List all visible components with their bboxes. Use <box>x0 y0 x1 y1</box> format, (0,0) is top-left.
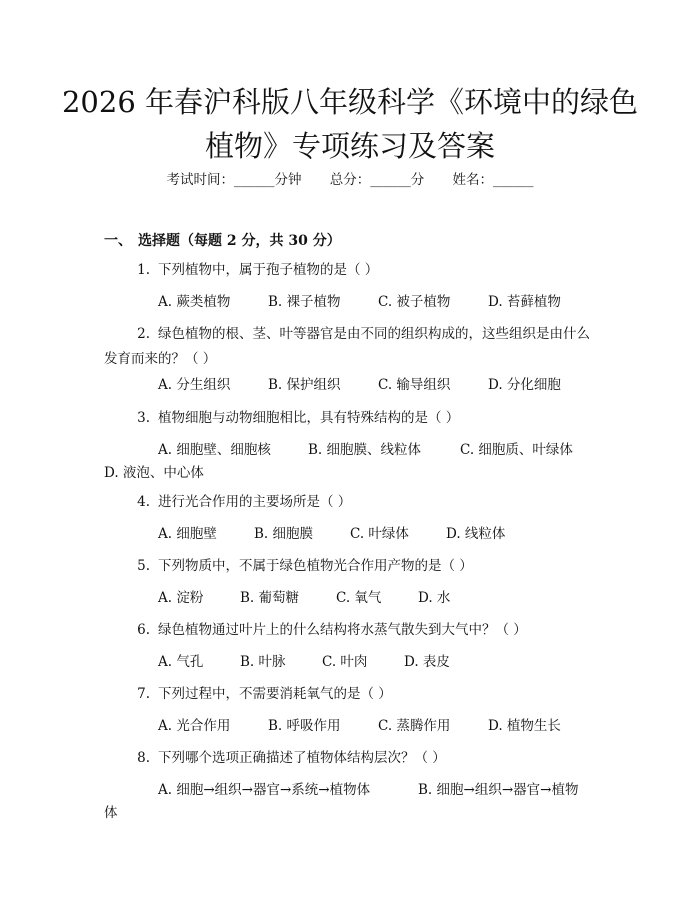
question-3-option-d: D. 液泡、中心体 <box>104 465 204 481</box>
option-c: C. 被子植物 <box>378 294 451 310</box>
question-6 <box>104 616 604 644</box>
question-number: 1. <box>137 262 150 278</box>
question-8-option-b-continued: 体 <box>104 805 118 821</box>
option-d: D. 植物生长 <box>488 718 561 734</box>
question-1-options <box>158 288 618 316</box>
option-a: A. 分生组织 <box>158 377 231 393</box>
option-d: D. 分化细胞 <box>488 377 561 393</box>
option-a: A. 蕨类植物 <box>158 294 231 310</box>
option-a: A. 光合作用 <box>158 718 231 734</box>
question-1 <box>104 256 604 284</box>
total-score-field: 总分：______分 <box>329 172 425 188</box>
option-b: B. 裸子植物 <box>268 294 341 310</box>
section-number: 一、 <box>104 233 132 249</box>
question-2-continued: 发育而来的？（ ） <box>104 351 217 367</box>
question-4 <box>104 488 604 516</box>
question-number: 8. <box>137 750 150 766</box>
question-6-options <box>158 648 618 676</box>
title-line-2: 植物》专项练习及答案 <box>204 129 495 163</box>
question-7 <box>104 680 604 708</box>
question-8 <box>104 744 604 772</box>
option-c: C. 蒸腾作用 <box>378 718 451 734</box>
option-b: B. 细胞膜、线粒体 <box>308 442 422 458</box>
page-title <box>40 80 660 168</box>
option-b: B. 葡萄糖 <box>240 590 300 606</box>
option-c: C. 叶绿体 <box>350 526 409 542</box>
section-label: 选择题（每题 2 分，共 30 分） <box>138 233 341 249</box>
option-c: C. 输导组织 <box>378 377 451 393</box>
question-3 <box>104 404 604 432</box>
question-number: 6. <box>137 622 150 638</box>
question-number: 2. <box>137 326 150 342</box>
option-b: B. 保护组织 <box>268 377 341 393</box>
option-d: D. 线粒体 <box>446 526 506 542</box>
question-text: 植物细胞与动物细胞相比，具有特殊结构的是（ ） <box>158 410 460 426</box>
question-8-options <box>158 776 618 804</box>
option-a: A. 细胞壁 <box>158 526 217 542</box>
question-number: 4. <box>137 494 150 510</box>
student-name-field: 姓名：______ <box>452 172 534 188</box>
question-text: 进行光合作用的主要场所是（ ） <box>158 494 352 510</box>
option-d: D. 表皮 <box>404 654 450 670</box>
question-5 <box>104 552 604 580</box>
option-b: B. 叶脉 <box>240 654 286 670</box>
question-2-options <box>158 371 618 399</box>
question-4-options <box>158 520 618 548</box>
option-b: B. 细胞膜 <box>254 526 314 542</box>
option-b: B. 呼吸作用 <box>268 718 341 734</box>
option-a: A. 细胞壁、细胞核 <box>158 442 271 458</box>
question-2 <box>104 320 604 348</box>
option-c: C. 氧气 <box>336 590 382 606</box>
question-text: 绿色植物的根、茎、叶等器官是由不同的组织构成的，这些组织是由什么 <box>158 326 590 342</box>
question-text: 下列物质中，不属于绿色植物光合作用产物的是（ ） <box>158 558 473 574</box>
question-7-options <box>158 712 618 740</box>
option-c: C. 叶肉 <box>322 654 368 670</box>
question-text: 绿色植物通过叶片上的什么结构将水蒸气散失到大气中？（ ） <box>158 622 527 638</box>
exam-meta <box>0 168 700 188</box>
question-number: 7. <box>137 686 150 702</box>
question-text: 下列过程中，不需要消耗氧气的是（ ） <box>158 686 392 702</box>
title-line-1: 2026 年春沪科版八年级科学《环境中的绿色 <box>61 85 639 119</box>
section-heading <box>104 230 341 250</box>
question-text: 下列植物中，属于孢子植物的是（ ） <box>158 262 379 278</box>
question-3-options <box>158 436 618 464</box>
question-number: 3. <box>137 410 150 426</box>
option-a: A. 淀粉 <box>158 590 204 606</box>
option-a: A. 细胞→组织→器官→系统→植物体 <box>158 782 371 798</box>
option-c: C. 细胞质、叶绿体 <box>460 442 573 458</box>
option-b: B. 细胞→组织→器官→植物 <box>418 782 579 798</box>
question-number: 5. <box>137 558 150 574</box>
question-5-options <box>158 584 618 612</box>
question-text: 下列哪个选项正确描述了植物体结构层次？（ ） <box>158 750 446 766</box>
option-d: D. 苔藓植物 <box>488 294 561 310</box>
option-d: D. 水 <box>418 590 451 606</box>
exam-time-field: 考试时间：______分钟 <box>166 172 302 188</box>
option-a: A. 气孔 <box>158 654 204 670</box>
